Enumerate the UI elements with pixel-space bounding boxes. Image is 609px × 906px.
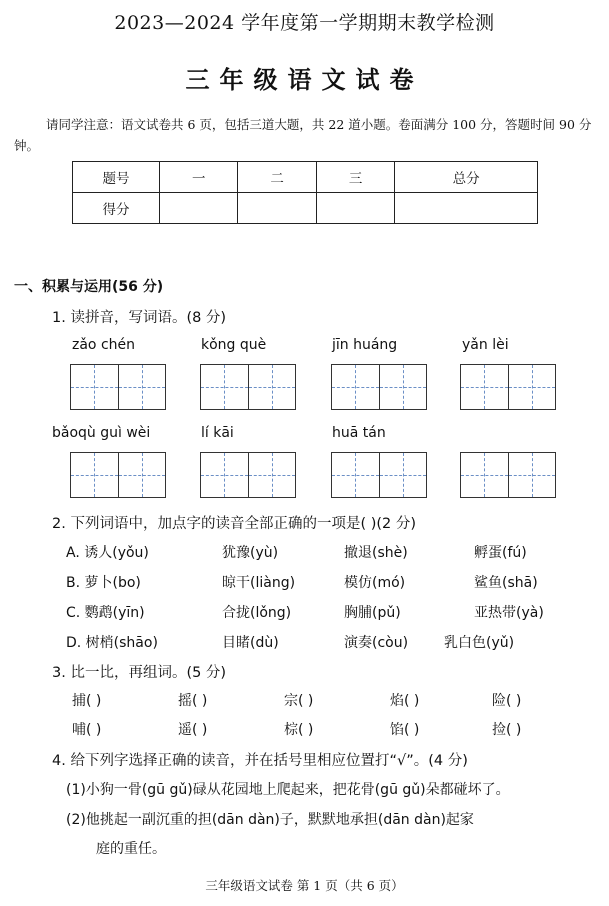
- option-word: 合拢(lǒng): [222, 605, 292, 621]
- table-cell: 题号: [73, 162, 160, 193]
- option-word: 乳白色(yǔ): [444, 635, 515, 651]
- score-field[interactable]: [160, 193, 238, 224]
- exam-title: 三年级语文试卷: [185, 65, 424, 94]
- writing-grid[interactable]: [331, 452, 427, 498]
- question-4-line-1: (1)小狗一骨(gū gǔ)碌从花园地上爬起来，把花骨(gū gǔ)朵都碰坏了。: [66, 782, 510, 798]
- option-word: 亚热带(yà): [474, 605, 544, 621]
- word-blank[interactable]: 宗( ): [284, 693, 314, 709]
- page-footer: 三年级语文试卷 第 1 页（共 6 页）: [205, 878, 404, 893]
- pinyin-label: lí kāi: [201, 425, 234, 441]
- option-d[interactable]: D. 树梢(shāo): [66, 635, 158, 651]
- table-row: [73, 162, 538, 193]
- option-word: 撤退(shè): [344, 545, 408, 561]
- word-blank[interactable]: 遥( ): [178, 722, 208, 738]
- option-a[interactable]: A. 诱人(yǒu): [66, 545, 149, 561]
- table-cell: 得分: [73, 193, 160, 224]
- word-blank[interactable]: 捡( ): [492, 722, 522, 738]
- table-cell: 二: [238, 162, 316, 193]
- option-word: 演奏(còu): [344, 635, 409, 651]
- table-cell: 总分: [395, 162, 538, 193]
- question-2-prompt: 2. 下列词语中，加点字的读音全部正确的一项是( )(2 分): [52, 516, 417, 532]
- pinyin-label: bǎoqù guì wèi: [52, 425, 151, 441]
- word-blank[interactable]: 棕( ): [284, 722, 314, 738]
- option-b[interactable]: B. 萝卜(bo): [66, 575, 141, 591]
- option-word: 鲨鱼(shā): [474, 575, 538, 591]
- word-blank[interactable]: 捕( ): [72, 693, 102, 709]
- score-field[interactable]: [316, 193, 394, 224]
- writing-grid[interactable]: [331, 364, 427, 410]
- word-blank[interactable]: 馅( ): [390, 722, 420, 738]
- table-cell: 三: [316, 162, 394, 193]
- writing-grid[interactable]: [200, 364, 296, 410]
- table-row: [73, 193, 538, 224]
- word-blank[interactable]: 哺( ): [72, 722, 102, 738]
- score-field[interactable]: [395, 193, 538, 224]
- table-cell: 一: [160, 162, 238, 193]
- question-1-prompt: 1. 读拼音，写词语。(8 分): [52, 310, 227, 326]
- section-heading: 一、积累与运用(56 分): [14, 279, 164, 295]
- question-4-line-2: (2)他挑起一副沉重的担(dān dàn)子，默默地承担(dān dàn)起家: [66, 812, 474, 828]
- pinyin-label: huā tán: [332, 425, 386, 441]
- option-word: 模仿(mó): [344, 575, 406, 591]
- pinyin-label: yǎn lèi: [462, 337, 509, 353]
- exam-header: 2023—2024 学年度第一学期期末教学检测: [114, 12, 495, 34]
- score-table: [72, 161, 538, 224]
- word-blank[interactable]: 险( ): [492, 693, 522, 709]
- pinyin-label: jīn huáng: [332, 337, 398, 353]
- option-word: 胸脯(pǔ): [344, 605, 401, 621]
- writing-grid[interactable]: [70, 452, 166, 498]
- question-4-prompt: 4. 给下列字选择正确的读音，并在括号里相应位置打“√”。(4 分): [52, 753, 468, 769]
- word-blank[interactable]: 摇( ): [178, 693, 208, 709]
- option-word: 晾干(liàng): [222, 575, 296, 591]
- word-blank[interactable]: 焰( ): [390, 693, 420, 709]
- writing-grid[interactable]: [460, 364, 556, 410]
- option-word: 犹豫(yù): [222, 545, 279, 561]
- score-field[interactable]: [238, 193, 316, 224]
- writing-grid[interactable]: [70, 364, 166, 410]
- pinyin-label: zǎo chén: [72, 337, 135, 353]
- option-word: 孵蛋(fú): [474, 545, 527, 561]
- question-3-prompt: 3. 比一比，再组词。(5 分): [52, 665, 227, 681]
- option-word: 目睹(dù): [222, 635, 279, 651]
- question-4-line-3: 庭的重任。: [96, 841, 166, 857]
- exam-notice: 请同学注意：语文试卷共 6 页，包括三道大题，共 22 道小题。卷面满分 100 分，答题时间 90 分钟。: [14, 117, 592, 153]
- writing-grid[interactable]: [200, 452, 296, 498]
- option-c[interactable]: C. 鹦鹉(yīn): [66, 605, 145, 621]
- writing-grid[interactable]: [460, 452, 556, 498]
- pinyin-label: kǒng què: [201, 337, 267, 353]
